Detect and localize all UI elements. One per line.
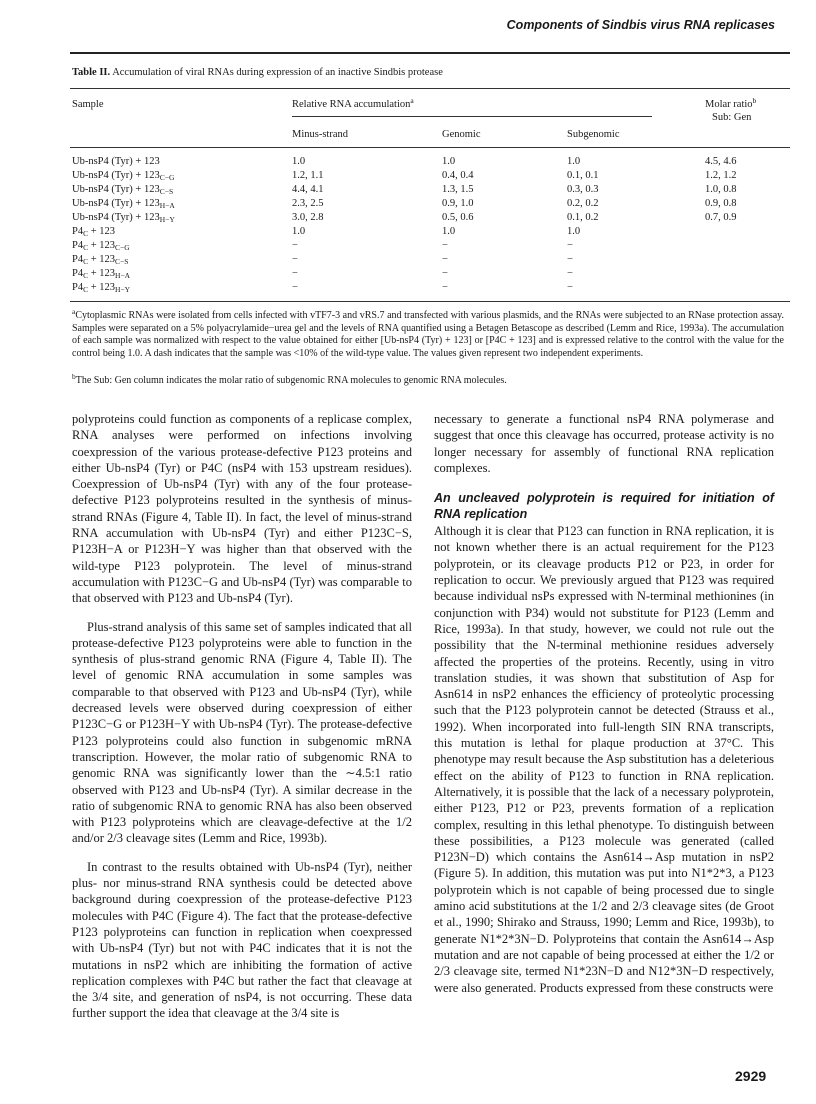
row9-genomic: − — [442, 268, 448, 279]
left-paragraph-1: polyproteins could function as components of a replicase complex, RNA analyses were performed on infections involving coexpression of the various protease-defective P123 proteins and either Ub-nsP4 (Tyr) or P4C (nsP4 with 153 upstream residues). Coexpression of Ub-nsP4 (Tyr) with any of the four protease-defective P123 polyproteins resulted in the synthesis of minus-strand RNAs (Figure 4, Table II). In fact, the level of minus-strand RNA accumulation with Ub-nsP4 (Tyr) and either P123C−S, P123H−A or P123H−Y was higher than that observed with the wild-type P123 polyprotein. The level of minus-strand accumulation with P123C−G and Ub-nsP4 (Tyr) was comparable to that observed with P123 and Ub-nsP4 (Tyr). — [72, 412, 412, 606]
row1-sample: Ub-nsP4 (Tyr) + 123 — [72, 156, 160, 167]
row8-genomic: − — [442, 254, 448, 265]
row3-molar: 1.0, 0.8 — [705, 184, 737, 195]
row10-minus: − — [292, 282, 298, 293]
row9-subgenomic: − — [567, 268, 573, 279]
table-label: Table II. — [72, 67, 111, 78]
row9-sample: $P4_C + 123_{H-A}$ — [72, 268, 131, 280]
table-top-rule — [70, 88, 790, 89]
row7-sample: $P4_C + 123_{C-G}$ — [72, 240, 130, 252]
row1-minus: 1.0 — [292, 156, 306, 167]
row3-sample: Ub-nsP4 $(Tyr) + 123_{C-S}$ — [72, 184, 174, 196]
row8-minus: − — [292, 254, 298, 265]
left-column — [72, 411, 412, 1022]
row2-genomic: 0.4, 0.4 — [442, 170, 474, 181]
header-genomic: Genomic — [442, 129, 481, 140]
row4-molar: 0.9, 0.8 — [705, 198, 737, 209]
row2-subgenomic: 0.1, 0.1 — [567, 170, 599, 181]
header-relative-rna: Relative RNA accumulation$^a$ — [292, 96, 414, 110]
table-footnote-a: $^a$Cytoplasmic RNAs were isolated from cells infected with vTF7-3 and vRS.7 and transfected with various plasmids, and the RNAs were subjected to an RNase protection assay. Samples were separated on a 5% polyacrylamide−urea gel and the levels of RNA quantified using a Betagen Betascope as described (Lemm and Rice, 1993a). The accumulation of each sample was normalized with respect to the value obtained for either [Ub-nsP4 (Tyr) + 123] or [P4C + 123] and is expressed relative to the control with the value for the control being 1.0. A dash indicates that the sample was <10% of the wild-type value. The values given represent two independent experiments. — [72, 307, 784, 359]
right-paragraph-1: necessary to generate a functional nsP4 RNA polymerase and suggest that once this cleavage has occurred, protease activity is no longer necessary for assembly of functional RNA replication complexes. — [434, 412, 774, 475]
row5-molar: 0.7, 0.9 — [705, 212, 737, 223]
row9-minus: − — [292, 268, 298, 279]
row1-molar: 4.5, 4.6 — [705, 156, 737, 167]
row4-sample: Ub-nsP4 $(Tyr) + 123_{H-A}$ — [72, 198, 175, 210]
row2-minus: 1.2, 1.1 — [292, 170, 324, 181]
header-rule — [70, 52, 790, 54]
row6-minus: 1.0 — [292, 226, 306, 237]
right-paragraph-2: Although it is clear that P123 can function in RNA replication, it is not known whether there is an actual requirement for the P123 polyprotein, or its cleavage products P12 or P23, in order for replication to occur. We previously argued that P123 was required because individual nsPs expressed with N-terminal methionines (in conjunction with P34) would not substitute for P123 (Lemm and Rice, 1993a). In that study, however, we could not rule out the possibility that the N-terminal methionine residues adversely affected the properties of the proteins. Recently, using in vitro translation studies, it was shown that substitution of Asp for Asn614 in nsP2 enhances the efficiency of proteolytic processing such that the P123 polyprotein cannot be detected (Strauss et al., 1992). When incorporated into full-length SIN RNA transcripts, this mutation is lethal for plaque production at 37°C. This phenotype may result because the Asp substitution has a deleterious effect on the ability of P123 to function in RNA replication. Alternatively, it is possible that the lack of a necessary polyprotein, either P123, P12 or P23, prevents formation of a replication complex, resulting in this lethal phenotype. To distinguish between these possibilities, a P123 molecule was generated (called P123N−D) which contains the Asn614→Asp mutation in nsP2 (Figure 5). In addition, this mutation was put into N1*2*3, a P123 polyprotein which is not capable of being processed due to single amino acid substitutions at the 1/2 and 2/3 cleavage sites (de Groot et al., 1990; Shirako and Strauss, 1990; Lemm and Rice, 1993b), to generate N1*2*3N−D. Polyproteins that contain the Asn614→Asp mutation and are not capable of being processed at either the 1/2 or 2/3 cleavage site, termed N1*23N−D and N12*3N−D respectively, were also generated. Products expressed from these constructs were — [434, 524, 774, 995]
row7-subgenomic: − — [567, 240, 573, 251]
table-bottom-rule — [70, 301, 790, 302]
row8-sample: $P4_C + 123_{C-S}$ — [72, 254, 129, 266]
running-head: Components of Sindbis virus RNA replicases — [506, 18, 775, 32]
row10-subgenomic: − — [567, 282, 573, 293]
row4-subgenomic: 0.2, 0.2 — [567, 198, 599, 209]
header-sample: Sample — [72, 99, 104, 110]
row7-minus: − — [292, 240, 298, 251]
row4-minus: 2.3, 2.5 — [292, 198, 324, 209]
header-sub-gen: Sub: Gen — [712, 112, 752, 123]
section-heading: An uncleaved polyprotein is required for initiation of RNA replication — [434, 491, 774, 522]
row6-sample: $P4_C + 123$ — [72, 226, 116, 238]
header-subgenomic: Subgenomic — [567, 129, 620, 140]
header-minus-strand: Minus-strand — [292, 129, 348, 140]
row4-genomic: 0.9, 1.0 — [442, 198, 474, 209]
row3-minus: 4.4, 4.1 — [292, 184, 324, 195]
table-title: Accumulation of viral RNAs during expression of an inactive Sindbis protease — [112, 67, 443, 78]
left-paragraph-3: In contrast to the results obtained with Ub-nsP4 (Tyr), neither plus- nor minus-strand RNA synthesis could be detected above background during coexpression of the protease-defective P123 molecules with P4C (Figure 4). The fact that the protease-defective P123 polyproteins can function in replication when coexpressed with Ub-nsP4 (Tyr) but not with P4C indicates that it is not the mutations in nsP2 which are inhibiting the formation of active replication complexes with P4C but rather the fact that cleavage at the 3/4 site, and generation of nsP4, is not occurring. These data further support the idea that cleavage at the 3/4 site is — [72, 859, 412, 1021]
row10-genomic: − — [442, 282, 448, 293]
row5-minus: 3.0, 2.8 — [292, 212, 324, 223]
table-header-rule — [70, 147, 790, 148]
row8-subgenomic: − — [567, 254, 573, 265]
table-footnote-b: $^b$The Sub: Gen column indicates the molar ratio of subgenomic RNA molecules to genomic RNA molecules. — [72, 372, 507, 386]
row2-sample: Ub-nsP4 $(Tyr) + 123_{C-G}$ — [72, 170, 175, 182]
row6-genomic: 1.0 — [442, 226, 456, 237]
table-caption — [72, 67, 443, 78]
right-column — [434, 411, 774, 996]
row7-genomic: − — [442, 240, 448, 251]
row6-subgenomic: 1.0 — [567, 226, 581, 237]
row10-sample: $P4_C + 123_{H-Y}$ — [72, 282, 131, 294]
page-number: 2929 — [735, 1068, 767, 1084]
left-paragraph-2: Plus-strand analysis of this same set of samples indicated that all protease-defective P123 polyproteins were able to function in the synthesis of plus-strand genomic RNA (Figure 4, Table II). The level of genomic RNA accumulation in some samples was comparable to that observed with P123 and Ub-nsP4 (Tyr), while decreased levels were observed during coexpression of either P123C−G or P123H−Y with Ub-nsP4 (Tyr). The protease-defective P123 polyproteins could also function in subgenomic mRNA transcription. However, the molar ratio of subgenomic RNA to genomic RNA was significantly lower than the ∼4.5:1 ratio observed with P123 and Ub-nsP4 (Tyr). A similar decrease in the ratio of subgenomic RNA to genomic RNA has also been observed with P123 polyproteins which are cleavage-defective at the 1/2 and/or 2/3 cleavage sites (Lemm and Rice, 1993b). — [72, 619, 412, 846]
row1-subgenomic: 1.0 — [567, 156, 581, 167]
row3-subgenomic: 0.3, 0.3 — [567, 184, 599, 195]
row2-molar: 1.2, 1.2 — [705, 170, 737, 181]
row3-genomic: 1.3, 1.5 — [442, 184, 474, 195]
row5-subgenomic: 0.1, 0.2 — [567, 212, 599, 223]
header-sub-rule — [292, 116, 652, 117]
row5-sample: Ub-nsP4 $(Tyr) + 123_{H-Y}$ — [72, 212, 175, 224]
header-molar-ratio: Molar ratio$^b$ — [705, 96, 757, 110]
row1-genomic: 1.0 — [442, 156, 456, 167]
row5-genomic: 0.5, 0.6 — [442, 212, 474, 223]
